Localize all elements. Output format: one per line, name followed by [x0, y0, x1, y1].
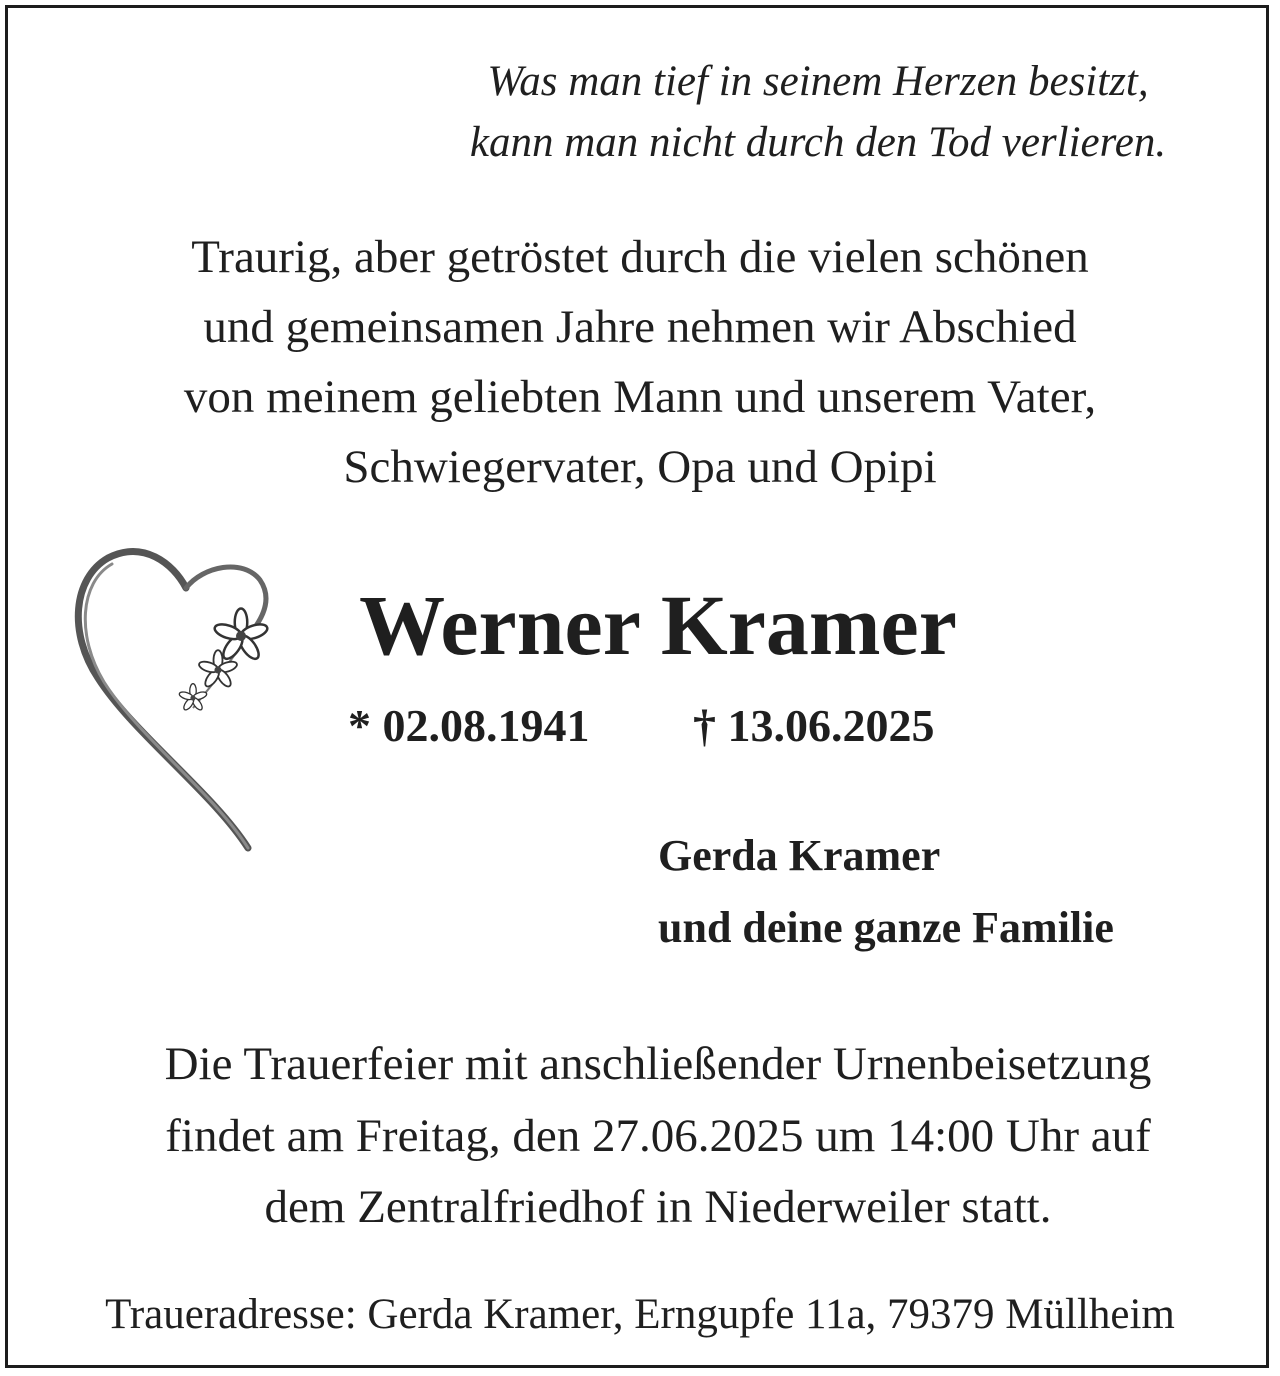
- ceremony-line-3: dem Zentralfriedhof in Niederweiler statt.: [264, 1181, 1052, 1233]
- heart-with-flowers-icon: [38, 518, 308, 868]
- deceased-name: Werner Kramer: [359, 577, 957, 673]
- mourner-line-2: und deine ganze Familie: [658, 903, 1114, 952]
- intro-line-1: Traurig, aber getröstet durch die vielen schönen: [191, 231, 1089, 283]
- intro-line-3: von meinem geliebten Mann und unserem Vater,: [183, 371, 1097, 423]
- quote-line-1: Was man tief in seinem Herzen besitzt,: [487, 58, 1149, 105]
- intro-line-2: und gemeinsamen Jahre nehmen wir Abschied: [203, 301, 1077, 353]
- death-date: † 13.06.2025: [693, 700, 935, 751]
- mourner-line-1: Gerda Kramer: [658, 831, 941, 880]
- obituary-notice: [5, 5, 1269, 1368]
- ceremony-line-2: findet am Freitag, den 27.06.2025 um 14:00 Uhr auf: [165, 1110, 1151, 1162]
- ceremony-line-1: Die Trauerfeier mit anschließender Urnenbeisetzung: [164, 1038, 1152, 1090]
- mourning-address: Traueradresse: Gerda Kramer, Erngupfe 11a, 79379 Müllheim: [105, 1291, 1175, 1338]
- quote-line-2: kann man nicht durch den Tod verlieren.: [469, 119, 1167, 166]
- birth-date: * 02.08.1941: [348, 700, 590, 751]
- intro-line-4: Schwiegervater, Opa und Opipi: [343, 441, 937, 493]
